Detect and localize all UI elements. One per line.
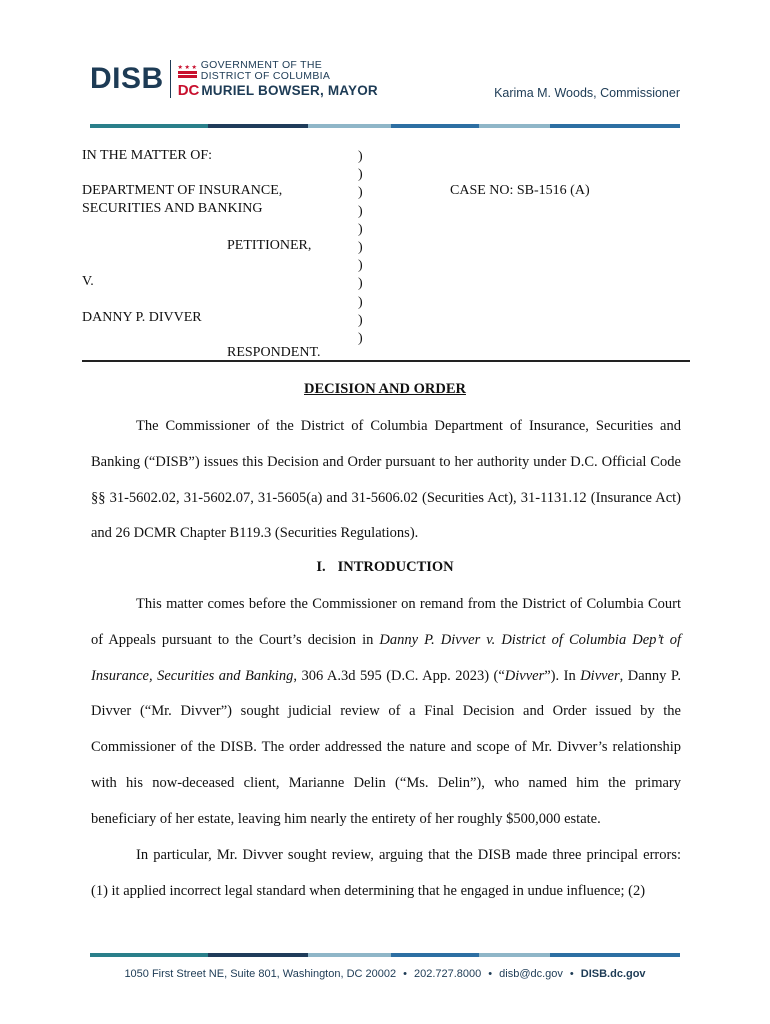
paragraph-2-part-2: , 306 A.3d 595 (D.C. App. 2023) (“ <box>293 667 505 684</box>
case-caption <box>82 148 690 363</box>
section-heading <box>0 559 770 576</box>
footer-phone: 202.727.8000 <box>413 968 482 980</box>
commissioner-name: Karima M. Woods, Commissioner <box>494 86 680 100</box>
respondent-label: RESPONDENT. <box>227 345 321 360</box>
case-short-name: Divver <box>504 667 545 684</box>
respondent-name: DANNY P. DIVVER <box>82 310 202 325</box>
section-title: INTRODUCTION <box>337 559 454 575</box>
footer-address: 1050 First Street NE, Suite 801, Washington, DC 20002 <box>124 968 397 980</box>
footer-color-rule <box>90 953 680 957</box>
footer-contact <box>0 968 770 980</box>
paragraph-3 <box>91 838 681 910</box>
gov-line-2: DISTRICT OF COLUMBIA <box>200 70 331 82</box>
paragraph-3-text: In particular, Mr. Divver sought review, arguing that the DISB made three principal errors: (1) it applied incorrect legal standard when determining that he engaged in undue influence; (2) <box>91 847 681 899</box>
caption-parentheses: ) ) ) ) ) ) ) ) ) ) ) <box>358 149 363 347</box>
case-short-name-2: Divver <box>580 667 620 684</box>
footer-separator: • <box>488 968 493 980</box>
paragraph-2 <box>91 587 681 838</box>
petitioner-label: PETITIONER, <box>227 238 312 253</box>
logo-divider <box>170 60 171 98</box>
footer-website[interactable]: DISB.dc.gov <box>580 968 646 980</box>
paragraph-2-part-4: , Danny P. Divver (“Mr. Divver”) sought judicial review of a Final Decision and Order issued by the Commissioner of the DISB. The order addressed the nature and scope of Mr. Divver’s relationship with his now-deceased client, Marianne Delin (“Ms. Delin”), who named him the primary beneficiary of her estate, leaving him nearly the entirety of her roughly $500,000 estate. <box>91 667 681 827</box>
versus-label: V. <box>82 274 94 289</box>
petitioner-name-line-2: SECURITIES AND BANKING <box>82 201 263 216</box>
gov-line-1: GOVERNMENT OF THE <box>200 59 323 71</box>
paragraph-1-text: The Commissioner of the District of Columbia Department of Insurance, Securities and Banking (“DISB”) issues this Decision and Order pursuant to her authority under D.C. Official Code §§ 31-5602.02, 31-5602.07, 31-5605(a) and 31-5606.02 (Securities Act), 31-1131.12 (Insurance Act) and 26 DCMR Chapter B119.3 (Securities Regulations). <box>91 418 681 542</box>
dc-flag-icon <box>178 65 197 78</box>
section-number: I. <box>316 559 326 575</box>
paragraph-2-part-1: This matter comes before the Commissioner on remand from the District of Columbia Court of Appeals pursuant to the Court’s decision in <box>91 596 681 648</box>
paragraph-2-part-3: ”). In <box>544 667 581 684</box>
case-number: CASE NO: SB-1516 (A) <box>450 183 590 198</box>
dc-mark: DC <box>177 82 200 99</box>
paragraph-1 <box>91 409 681 552</box>
disb-logo <box>90 56 378 102</box>
case-citation-name: Danny P. Divver v. District of Columbia Dep’t of Insurance, Securities and Banking <box>91 631 681 684</box>
footer-separator: • <box>403 968 407 980</box>
document-title: DECISION AND ORDER <box>304 381 466 397</box>
footer-separator: • <box>569 968 574 980</box>
caption-rule <box>82 360 690 362</box>
petitioner-name-line-1: DEPARTMENT OF INSURANCE, <box>82 183 283 198</box>
header-color-rule <box>90 124 680 128</box>
footer-email[interactable]: disb@dc.gov <box>499 968 563 980</box>
mayor-name: MURIEL BOWSER, MAYOR <box>201 82 378 98</box>
logo-disb-text: DISB <box>90 62 164 95</box>
matter-label: IN THE MATTER OF: <box>82 148 213 163</box>
dc-government-mark <box>178 60 378 98</box>
